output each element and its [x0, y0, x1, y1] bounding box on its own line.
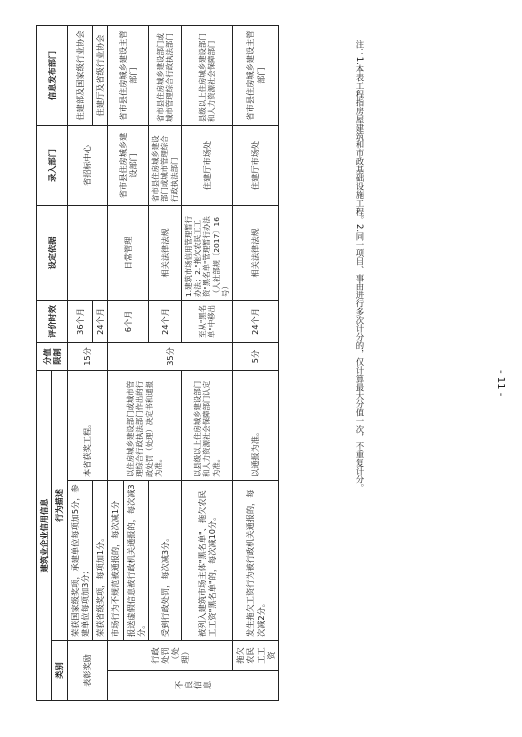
entry-cell: 省市县住房城乡建设部门	[108, 125, 149, 205]
table-row	[233, 25, 279, 700]
entry-cell: 省市县住房城乡建设部门或城市管理综合行政执法部门	[149, 125, 182, 205]
behavior-cell: 荣获省级奖项，每项加1分。	[93, 481, 108, 641]
behavior-cell: 荣获国家级奖项，承建单位每项加5分，参建单位每项加3分；	[67, 481, 93, 641]
basis-note-cell: 本省获奖工程。	[67, 370, 108, 480]
header-behavior: 行为描述	[52, 370, 67, 640]
publish-cell: 省市县住房城乡建设主管部门	[233, 25, 279, 125]
table-row	[67, 25, 93, 700]
behavior-cell: 市场行为不规范被通报的，每次减1分	[108, 481, 123, 641]
basis-cell: 相关法律法规	[149, 205, 182, 300]
behavior-cell: 报送虚假信息被行政机关通报的，每次减3分。	[123, 481, 149, 641]
basis-note-cell: 以县级以上住房城乡建设部门和人力资源社会保障部门认定为准。	[181, 370, 232, 480]
basis-cell: 1.建筑市场信用管理暂行办法；2."拖欠农民工工资"黑名单"管理暂行办法（人社部规〔2017〕16号）	[181, 205, 232, 300]
basis-note-cell: 以通报为准。	[233, 370, 279, 480]
header-basis: 设定依据	[37, 205, 68, 300]
behavior-cell: 被列入建筑市场主体"黑名单"、拖欠农民工工资"黑名单"的，每次减10分。	[181, 481, 232, 641]
note-1: 注：1.本表工程指房屋建筑和市政基础设施工程。	[355, 40, 365, 225]
publish-cell: 省市县住房城乡建设主管部门	[108, 25, 149, 125]
header-period: 评价时效	[37, 300, 68, 342]
period-cell: 36个月	[67, 300, 93, 342]
entry-cell: 住建厅市场处	[233, 125, 279, 205]
basis-cell: 日常管理	[108, 205, 149, 300]
rotated-table-container	[36, 26, 486, 701]
header-score-limit: 分值限制	[37, 342, 68, 370]
category-wages: 拖欠农民工工资	[233, 641, 279, 671]
entry-cell: 省招标中心	[67, 125, 108, 205]
header-category: 类别	[52, 641, 67, 701]
publish-cell: 住建部及国家级行业协会	[67, 25, 93, 125]
table-row	[108, 25, 123, 700]
period-cell: 6个月	[108, 300, 149, 342]
note-2: 2.同一项目、事由进行多次计分的，仅计算最大分值一次，不重复计分。	[355, 224, 365, 493]
credit-table	[36, 25, 279, 701]
publish-cell: 住建厅及省级行业协会	[93, 25, 108, 125]
table-title: 建筑业企业信用信息	[37, 370, 52, 700]
period-cell: 24个月	[93, 300, 108, 342]
page-number: - 11 -	[495, 370, 506, 397]
basis-cell	[67, 205, 108, 300]
period-cell: 至从"黑名单"中移出	[181, 300, 232, 342]
entry-cell: 住建厅市场处	[181, 125, 232, 205]
score-cell: 15分	[67, 342, 108, 370]
category-penalty: 行政处罚（处理）	[108, 641, 233, 671]
period-cell: 24个月	[149, 300, 182, 342]
score-cell: 35分	[108, 342, 233, 370]
category-reward: 表彰奖励	[67, 641, 108, 701]
header-publish-dept: 信息发布部门	[37, 25, 68, 125]
publish-cell: 省市县住房城乡建设部门或城市管理综合行政执法部门	[149, 25, 182, 125]
publish-cell: 县级以上住房城乡建设部门和人力资源社会保障部门	[181, 25, 232, 125]
header-row	[37, 25, 52, 700]
header-entry-dept: 录入部门	[37, 125, 68, 205]
basis-note-cell: 以住房城乡建设部门或城市管理综合行政执法部门作出的行政处罚（处理）决定书和通报为准。	[108, 370, 182, 480]
basis-cell: 相关法律法规	[233, 205, 279, 300]
behavior-cell: 受到行政处罚，每次减3分。	[149, 481, 182, 641]
period-cell: 24个月	[233, 300, 279, 342]
score-cell: 5分	[233, 342, 279, 370]
category-bad-info: 不良信息	[108, 671, 279, 701]
behavior-cell: 发生拖欠工资行为被行政机关通报的，每次减2分。	[233, 481, 279, 641]
